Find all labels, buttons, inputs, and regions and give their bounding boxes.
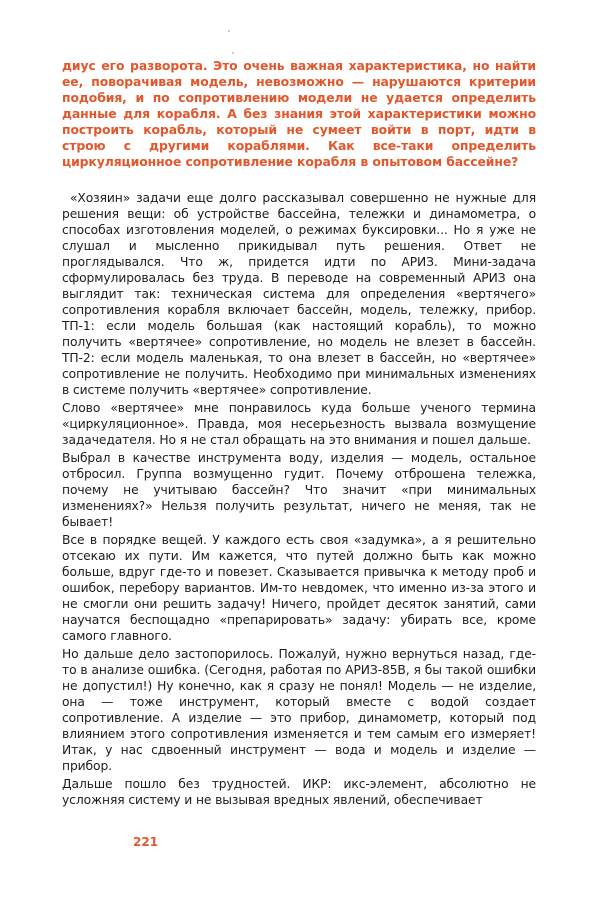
paragraph-2: Слово «вертячее» мне понравилось куда больше ученого термина «циркуляционное». Правда, моя несерьезность вызвала возмущение задачедателя. Но я не стал обращать на это внимания и пошел дальше. (62, 401, 536, 447)
print-speck (228, 30, 230, 32)
paragraph-4: Все в порядке вещей. У каждого есть своя «задумка», а я решительно отсекаю их пути. Им кажется, что путей должно быть как можно больше, вдруг где-то и повезет. Сказывается привычка к методу проб и ошибок, перебору вариантов. Им-то невдомек, что именно из-за этого и не смогли они решить задачу! Ничего, пройдет десяток занятий, сами научатся беспощадно «препарировать» задачу: убирать все, кроме самого главного. (62, 533, 536, 643)
page-number: 221 (133, 835, 159, 849)
paragraph-6: Дальше пошло без трудностей. ИКР: икс-элемент, абсолютно не усложняя систему и не вызывая вредных явлений, обеспечивает (62, 777, 536, 807)
main-text (62, 190, 536, 808)
book-page (62, 58, 536, 810)
paragraph-1: «Хозяин» задачи еще долго рассказывал совершенно не нужные для решения вещи: об устройстве бассейна, тележки и динамометра, о способах изготовления моделей, о режимах буксировки... Но я уже не слушал и мысленно прикидывал путь решения. Ответ не проглядывался. Что ж, придется идти по АРИЗ. Мини-задача сформулировалась без труда. В переводе на современный АРИЗ она выглядит так: техническая система для определения «вертячего» сопротивления корабля включает бассейн, модель, тележку, прибор. ТП-1: если модель большая (как настоящий корабль), то можно получить «вертячее» сопротивление, но модель не влезет в бассейн. ТП-2: если модель маленькая, то она влезет в бассейн, но «вертячее» сопротивление не получить. Необходимо при минимальных изменениях в системе получить «вертячее» сопротивление. (62, 191, 536, 397)
paragraph-5: Но дальше дело застопорилось. Пожалуй, нужно вернуться назад, где-то в анализе ошибка. (Сегодня, работая по АРИЗ-85В, я бы такой ошибки не допустил!) Ну конечно, как я сразу не понял! Модель — не изделие, она — тоже инструмент, который вместе с водой создает сопротивление. А изделие — это прибор, динамометр, который под влиянием этого сопротивления изменяется и тем самым его измеряет! Итак, у нас сдвоенный инструмент — вода и модель и изделие — прибор. (62, 647, 536, 773)
print-speck (232, 52, 234, 54)
highlighted-intro-text: диус его разворота. Это очень важная характеристика, но найти ее, поворачивая модель, невозможно — нарушаются критерии подобия, и по сопротивлению модели не удается определить данные для корабля. А без знания этой характеристики можно построить корабль, который не сумеет войти в порт, идти в строю с другими кораблями. Как все-таки определить циркуляционное сопротивление корабля в опытовом бассейне? (62, 58, 536, 169)
paragraph-3: Выбрал в качестве инструмента воду, изделия — модель, остальное отбросил. Группа возмущенно гудит. Почему отброшена тележка, почему не учитываю бассейн? Что значит «при минимальных изменениях?» Нельзя получить результат, ничего не меняя, так не бывает! (62, 451, 536, 529)
